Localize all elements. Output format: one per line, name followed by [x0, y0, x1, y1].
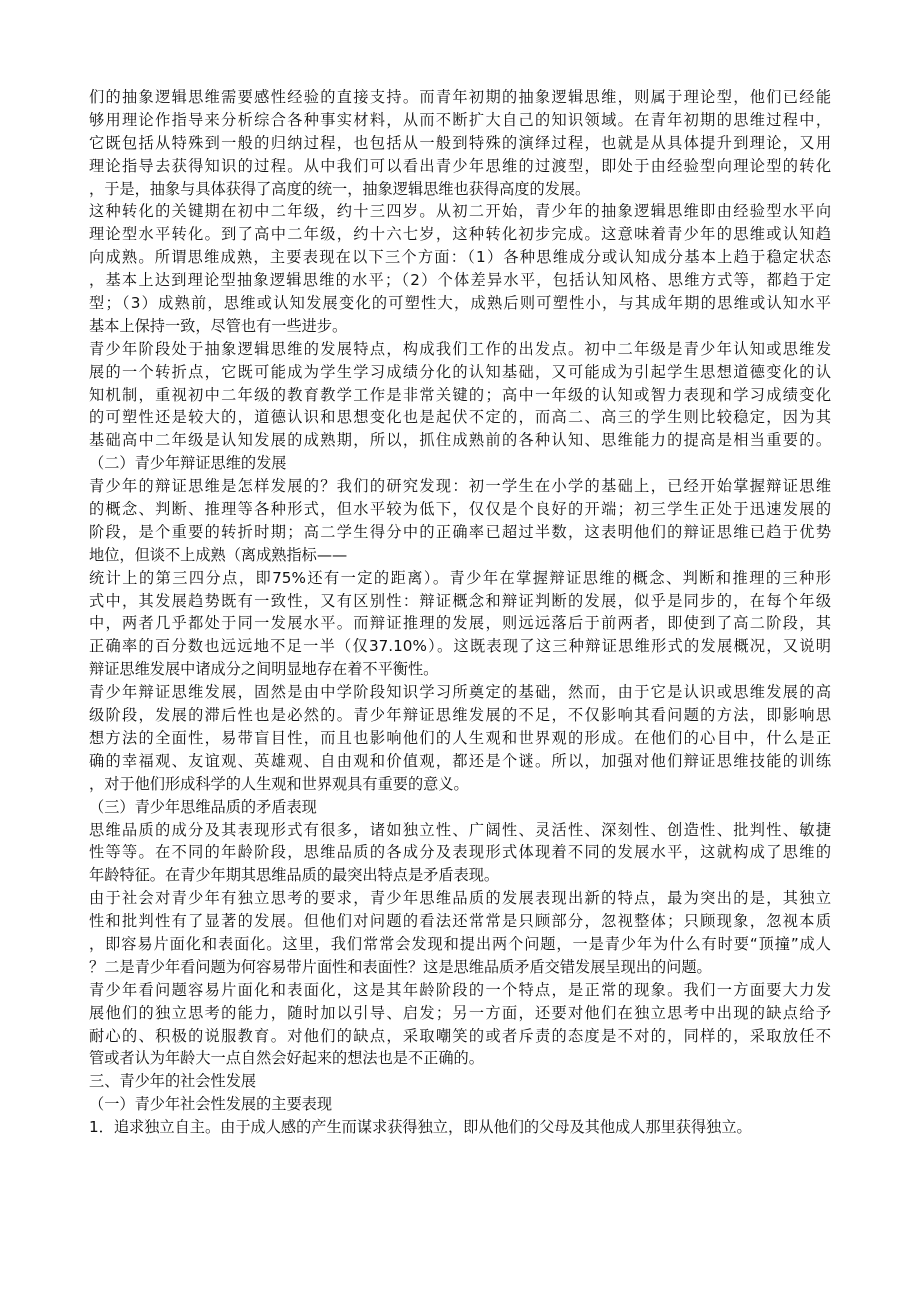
- text-line: 确的幸福观、友谊观、英雄观、自由观和价值观，都还是个谜。所以，加强对他们辩证思维技能的训练: [89, 751, 831, 770]
- text-line: 的可塑性还是较大的，道德认识和思想变化也是起伏不定的，而高二、高三的学生则比较稳定，因为其: [89, 408, 831, 427]
- text-line: 式中，其发展趋势既有一致性，又有区别性：辩证概念和辩证判断的发展，似乎是同步的，在每个年级: [89, 591, 831, 610]
- text-line: 由于社会对青少年有独立思考的要求，青少年思维品质的发展表现出新的特点，最为突出的是，其独立: [89, 889, 831, 908]
- text-line: 统计上的第三四分点，即75%还有一定的距离）。青少年在掌握辩证思维的概念、判断和推理的三种形: [89, 568, 831, 587]
- text-line: 阶段，是个重要的转折时期；高二学生得分中的正确率已超过半数，这表明他们的辩证思维已趋于优势: [89, 522, 831, 541]
- text-line: 知机制，重视初中二年级的教育教学工作是非常关键的；高中一年级的认知或智力表现和学习成绩变化: [89, 385, 831, 404]
- text-line: 型；（3）成熟前，思维或认知发展变化的可塑性大，成熟后则可塑性小，与其成年期的思维或认知水平: [89, 294, 831, 313]
- text-line: 理论指导去获得知识的过程。从中我们可以看出青少年思维的过渡型，即处于由经验型向理论型的转化: [89, 156, 831, 175]
- text-line: 向成熟。所谓思维成熟，主要表现在以下三个方面：（1）各种思维成分或认知成分基本上趋于稳定状态: [89, 248, 831, 267]
- text-line: 正确率的百分数也远远地不足一半（仅37.10%）。这既表现了这三种辩证思维形式的发展概况，又说明: [89, 637, 831, 656]
- text-line: 青少年阶段处于抽象逻辑思维的发展特点，构成我们工作的出发点。初中二年级是青少年认知或思维发: [89, 339, 831, 358]
- text-line: ，即容易片面化和表面化。这里，我们常常会发现和提出两个问题，一是青少年为什么有时要“顶撞”成人: [89, 934, 831, 953]
- text-line: 性和批判性有了显著的发展。但他们对问题的看法还常常是只顾部分，忽视整体；只顾现象，忽视本质: [89, 912, 831, 931]
- text-line: 性等等。在不同的年龄阶段，思维品质的各成分及表现形式体现着不同的发展水平，这就构成了思维的: [89, 843, 831, 862]
- text-line: 的概念、判断、推理等各种形式，但水平较为低下，仅仅是个良好的开端；初三学生正处于迅速发展的: [89, 500, 831, 519]
- document-body: [89, 86, 831, 1139]
- section-heading: （三）青少年思维品质的矛盾表现: [89, 797, 317, 816]
- text-line: 理论型水平转化。到了高中二年级，约十六七岁，这种转化初步完成。这意味着青少年的思维或认知趋: [89, 225, 831, 244]
- section-heading: （二）青少年辩证思维的发展: [89, 454, 287, 473]
- text-line: 耐心的、积极的说服教育。对他们的缺点，采取嘲笑的或者斥责的态度是不对的，同样的，采取放任不: [89, 1026, 831, 1045]
- text-line: 想方法的全面性，易带盲目性，而且也影响他们的人生观和世界观的形成。在他们的心目中，什么是正: [89, 728, 831, 747]
- section-heading: （一）青少年社会性发展的主要表现: [89, 1095, 332, 1114]
- text-line: 展的一个转折点，它既可能成为学生学习成绩分化的认知基础，又可能成为引起学生思想道德变化的认: [89, 362, 831, 381]
- text-line: 中，两者几乎都处于同一发展水平。而辩证推理的发展，则远远落后于前两者，即使到了高二阶段，其: [89, 614, 831, 633]
- text-line: 它既包括从特殊到一般的归纳过程，也包括从一般到特殊的演绎过程，也就是从具体提升到理论，又用: [89, 133, 831, 152]
- text-line: 级阶段，发展的滞后性也是必然的。青少年辩证思维发展的不足，不仅影响其看问题的方法，即影响思: [89, 706, 831, 725]
- text-line: 地位，但谈不上成熟（离成熟指标——: [89, 545, 348, 564]
- text-line: 基本上保持一致，尽管也有一些进步。: [89, 316, 348, 335]
- text-line: ？二是青少年看问题为何容易带片面性和表面性？这是思维品质矛盾交错发展呈现出的问题。: [89, 957, 712, 976]
- text-line: 思维品质的成分及其表现形式有很多，诸如独立性、广阔性、灵活性、深刻性、创造性、批判性、敏捷: [89, 820, 831, 839]
- text-line: 辩证思维发展中诸成分之间明显地存在着不平衡性。: [89, 660, 439, 679]
- text-line: 展他们的独立思考的能力，随时加以引导、启发；另一方面，还要对他们在独立思考中出现的缺点给予: [89, 1003, 831, 1022]
- text-line: 年龄特征。在青少年期其思维品质的最突出特点是矛盾表现。: [89, 866, 500, 885]
- text-line: 1．追求独立自主。由于成人感的产生而谋求获得独立，即从他们的父母及其他成人那里获得独立。: [89, 1118, 752, 1137]
- text-line: 们的抽象逻辑思维需要感性经验的直接支持。而青年初期的抽象逻辑思维，则属于理论型，他们已经能: [89, 88, 831, 106]
- text-line: 管或者认为年龄大一点自然会好起来的想法也是不正确的。: [89, 1049, 484, 1068]
- text-line: ，基本上达到理论型抽象逻辑思维的水平；（2）个体差异水平，包括认知风格、思维方式等，都趋于定: [89, 271, 831, 290]
- text-line: ，对于他们形成科学的人生观和世界观具有重要的意义。: [89, 774, 469, 793]
- text-line: 基础高中二年级是认知发展的成熟期，所以，抓住成熟前的各种认知、思维能力的提高是相当重要的。: [89, 431, 831, 450]
- text-line: 够用理论作指导来分析综合各种事实材料，从而不断扩大自己的知识领域。在青年初期的思维过程中，: [89, 110, 831, 129]
- text-line: 青少年辩证思维发展，固然是由中学阶段知识学习所奠定的基础，然而，由于它是认识或思维发展的高: [89, 683, 831, 702]
- text-line: 青少年看问题容易片面化和表面化，这是其年龄阶段的一个特点，是正常的现象。我们一方面要大力发: [89, 980, 831, 999]
- text-line: 青少年的辩证思维是怎样发展的？我们的研究发现：初一学生在小学的基础上，已经开始掌握辩证思维: [89, 477, 831, 496]
- text-line: ，于是，抽象与具体获得了高度的统一，抽象逻辑思维也获得高度的发展。: [89, 179, 591, 198]
- text-line: 这种转化的关键期在初中二年级，约十三四岁。从初二开始，青少年的抽象逻辑思维即由经验型水平向: [89, 202, 831, 221]
- section-heading: 三、青少年的社会性发展: [89, 1072, 257, 1091]
